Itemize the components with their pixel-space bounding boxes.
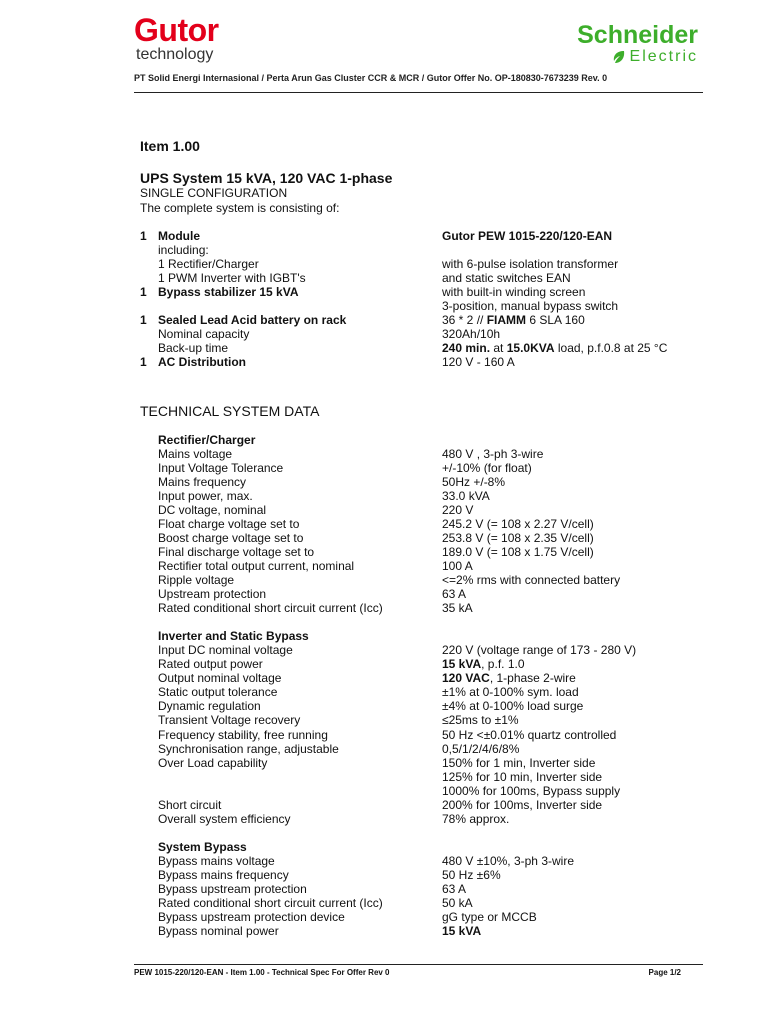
spec-label: Upstream protection xyxy=(158,587,267,601)
ac-value: 120 V - 160 A xyxy=(442,355,515,369)
spec-label: Synchronisation range, adjustable xyxy=(158,741,339,756)
spec-value: 253.8 V (= 108 x 2.35 V/cell) xyxy=(442,531,594,545)
spec-label: Frequency stability, free running xyxy=(158,727,328,742)
inverter-label: 1 PWM Inverter with IGBT's xyxy=(158,271,306,285)
backup-at: at xyxy=(490,341,507,355)
spec-label: Input Voltage Tolerance xyxy=(158,461,284,475)
spec-value: ≤25ms to ±1% xyxy=(442,713,519,728)
spec-value: 50 Hz ±6% xyxy=(442,868,501,882)
battery-qty: 1 xyxy=(140,313,147,327)
inverter-value: and static switches EAN xyxy=(442,271,571,285)
rated-power-pf: , p.f. 1.0 xyxy=(481,657,525,671)
spec-label: Over Load capability xyxy=(158,756,268,770)
ac-name: AC Distribution xyxy=(158,355,246,369)
battery-value-part: 36 * 2 // xyxy=(442,313,487,327)
spec-value: +/-10% (for float) xyxy=(442,461,532,475)
bypass-switch-value: 3-position, manual bypass switch xyxy=(442,299,619,313)
spec-value: 35 kA xyxy=(442,601,473,615)
rectifier-heading: Rectifier/Charger xyxy=(158,433,256,447)
rated-power-label: Rated output power xyxy=(158,657,263,671)
spec-label: DC voltage, nominal xyxy=(158,503,267,517)
spec-value: 63 A xyxy=(442,882,467,896)
schneider-logo-subtext: Electric xyxy=(629,48,698,65)
bypass-name: Bypass stabilizer 15 kVA xyxy=(158,285,299,299)
gutor-logo xyxy=(134,14,219,64)
spec-value: 150% for 1 min, Inverter side xyxy=(442,756,596,770)
spec-value: <=2% rms with connected battery xyxy=(442,573,621,587)
spec-label: Transient Voltage recovery xyxy=(158,713,301,728)
spec-value: 50 Hz <±0.01% quartz controlled xyxy=(442,727,617,742)
spec-value: 0,5/1/2/4/6/8% xyxy=(442,741,520,756)
spec-label: Final discharge voltage set to xyxy=(158,545,315,559)
capacity-value: 320Ah/10h xyxy=(442,327,501,341)
spec-value: 480 V ±10%, 3-ph 3-wire xyxy=(442,854,574,868)
spec-label: Bypass upstream protection xyxy=(158,882,307,896)
spec-value: 50 kA xyxy=(442,896,473,910)
rectifier-value: with 6-pulse isolation transformer xyxy=(442,257,619,271)
spec-value: 50Hz +/-8% xyxy=(442,475,506,489)
bypass-value: with built-in winding screen xyxy=(442,285,586,299)
ups-title: UPS System 15 kVA, 120 VAC 1-phase xyxy=(140,170,393,186)
document-header-line: PT Solid Energi Internasional / Perta Arun Gas Cluster CCR & MCR / Gutor Offer No. OP-180830-7673239 Rev. 0 xyxy=(134,73,608,83)
backup-conditions: load, p.f.0.8 at 25 °C xyxy=(554,341,668,355)
spec-value: ±1% at 0-100% sym. load xyxy=(442,685,579,699)
battery-model: 6 SLA 160 xyxy=(526,313,585,327)
bypass-nominal-power-value: 15 kVA xyxy=(442,924,482,938)
spec-label: Dynamic regulation xyxy=(158,699,261,714)
efficiency-value: 78% approx. xyxy=(442,812,510,826)
config-text: SINGLE CONFIGURATION xyxy=(140,186,288,200)
inverter-heading: Inverter and Static Bypass xyxy=(158,629,309,643)
rated-power-value xyxy=(442,657,525,671)
spec-value: 100 A xyxy=(442,559,473,573)
output-voltage-value xyxy=(442,671,576,685)
overload-value-3: 1000% for 100ms, Bypass supply xyxy=(442,784,621,798)
output-voltage-vac: 120 VAC xyxy=(442,671,490,685)
backup-load: 15.0KVA xyxy=(506,341,555,355)
output-voltage-phase: , 1-phase 2-wire xyxy=(489,671,576,685)
schneider-leaf-icon xyxy=(611,49,627,65)
system-bypass-heading: System Bypass xyxy=(158,840,247,854)
ac-qty: 1 xyxy=(140,355,147,369)
spec-label: Boost charge voltage set to xyxy=(158,531,304,545)
spec-label: Rated conditional short circuit current (Icc) xyxy=(158,601,383,615)
spec-label: Rated conditional short circuit current (Icc) xyxy=(158,896,383,910)
spec-value: 33.0 kVA xyxy=(442,489,490,503)
spec-value: 480 V , 3-ph 3-wire xyxy=(442,447,544,461)
spec-label: Mains frequency xyxy=(158,475,247,489)
schneider-logo-text: Schneider xyxy=(577,21,698,49)
module-qty: 1 xyxy=(140,229,147,243)
backup-label: Back-up time xyxy=(158,341,229,355)
capacity-label: Nominal capacity xyxy=(158,327,250,341)
input-dc-value: 220 V (voltage range of 173 - 280 V) xyxy=(442,643,637,657)
spec-label: Rectifier total output current, nominal xyxy=(158,559,355,573)
including-text: including: xyxy=(158,243,209,257)
spec-label: Ripple voltage xyxy=(158,573,235,587)
spec-label: Static output tolerance xyxy=(158,685,278,699)
input-dc-label: Input DC nominal voltage xyxy=(158,643,293,657)
spec-value: 220 V xyxy=(442,503,474,517)
module-value: Gutor PEW 1015-220/120-EAN xyxy=(442,229,613,243)
spec-label: Float charge voltage set to xyxy=(158,517,300,531)
spec-label: Bypass mains voltage xyxy=(158,854,275,868)
short-circuit-label: Short circuit xyxy=(158,798,222,812)
item-title: Item 1.00 xyxy=(140,138,200,154)
spec-value: 63 A xyxy=(442,587,467,601)
spec-value: 245.2 V (= 108 x 2.27 V/cell) xyxy=(442,517,594,531)
footer-divider xyxy=(134,964,703,965)
battery-brand: FIAMM xyxy=(486,313,527,327)
battery-value xyxy=(442,313,585,327)
footer-document-id: PEW 1015-220/120-EAN - Item 1.00 - Technical Spec For Offer Rev 0 xyxy=(134,968,390,977)
output-voltage-label: Output nominal voltage xyxy=(158,671,282,685)
spec-value: 189.0 V (= 108 x 1.75 V/cell) xyxy=(442,545,594,559)
spec-label: Bypass upstream protection device xyxy=(158,910,345,924)
bypass-nominal-power-label: Bypass nominal power xyxy=(158,924,279,938)
intro-text: The complete system is consisting of: xyxy=(140,201,340,215)
bypass-qty: 1 xyxy=(140,285,147,299)
spec-value: ±4% at 0-100% load surge xyxy=(442,699,584,714)
spec-label: Mains voltage xyxy=(158,447,233,461)
technical-data-title: TECHNICAL SYSTEM DATA xyxy=(140,403,320,419)
rectifier-label: 1 Rectifier/Charger xyxy=(158,257,259,271)
gutor-logo-subtext: technology xyxy=(136,46,214,63)
overload-value-2: 125% for 10 min, Inverter side xyxy=(442,770,603,784)
gutor-logo-text: Gutor xyxy=(134,12,219,48)
battery-name: Sealed Lead Acid battery on rack xyxy=(158,313,347,327)
module-name: Module xyxy=(158,229,200,243)
rated-power-kva: 15 kVA xyxy=(442,657,482,671)
spec-label: Input power, max. xyxy=(158,489,253,503)
header-divider xyxy=(134,92,703,93)
backup-minutes: 240 min. xyxy=(442,341,491,355)
spec-value: gG type or MCCB xyxy=(442,910,537,924)
backup-value xyxy=(442,341,667,355)
schneider-logo xyxy=(577,22,698,66)
efficiency-label: Overall system efficiency xyxy=(158,812,291,826)
short-circuit-value: 200% for 100ms, Inverter side xyxy=(442,798,603,812)
footer-page-number: Page 1/2 xyxy=(648,968,681,977)
spec-label: Bypass mains frequency xyxy=(158,868,289,882)
